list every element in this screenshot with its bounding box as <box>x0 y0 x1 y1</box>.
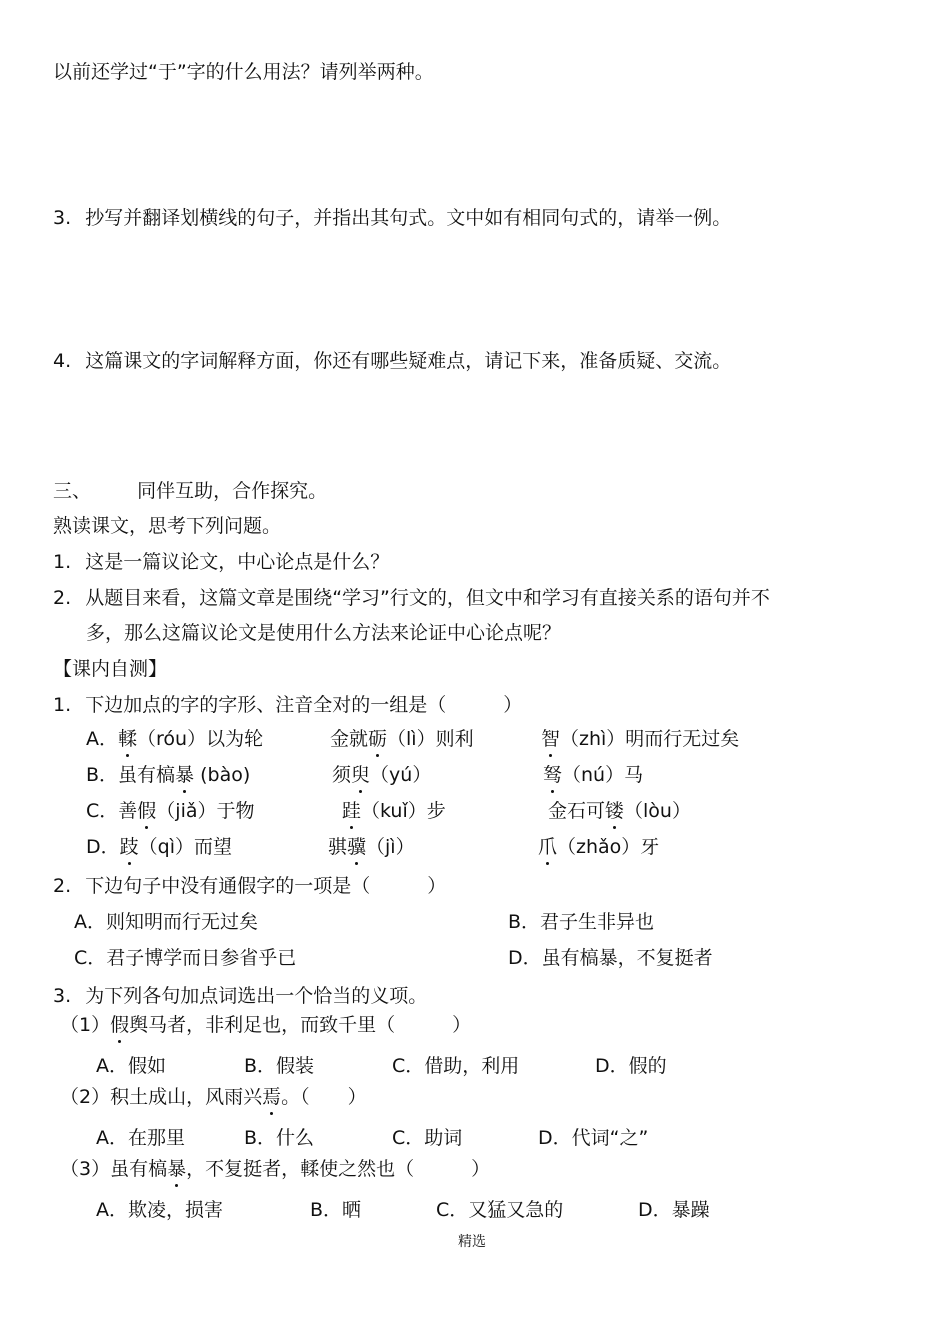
test-3-item-3-option-c: C．又猛又急的 <box>436 1199 564 1221</box>
test-1-option-c-2 <box>342 798 446 824</box>
dotted-char: 焉 <box>262 1086 282 1108</box>
dotted-char: 跂 <box>119 836 139 858</box>
test-3-item-3-option-d: D．暴躁 <box>638 1199 710 1221</box>
option-text: B．虽有槁 <box>86 764 176 786</box>
test-3-item-2 <box>60 1084 367 1110</box>
option-text: （jiǎ）于物 <box>156 800 255 822</box>
test-1-text: 下边加点的字的字形、注音全对的一组是（ ） <box>85 694 523 716</box>
test-2-option-a: A．则知明而行无过矣 <box>74 911 258 933</box>
dotted-char: 爪 <box>538 836 558 858</box>
dotted-char: 暴 <box>167 1158 187 1180</box>
dotted-char: 暴 <box>175 764 195 786</box>
option-text: 骐 <box>328 836 348 858</box>
test-1-option-a <box>86 726 263 752</box>
discussion-1 <box>53 549 389 575</box>
option-label: A． <box>86 728 118 750</box>
test-2-text: 下边句子中没有通假字的一项是（ ） <box>85 875 447 897</box>
item-text: ，不复挺者，輮使之然也（ ） <box>186 1158 491 1180</box>
option-text: （yú） <box>370 764 432 786</box>
test-3-text: 为下列各句加点词选出一个恰当的义项。 <box>85 985 428 1007</box>
discussion-2-line-1: 从题目来看，这篇文章是围绕“学习”行文的，但文中和学习有直接关系的语句并不 <box>85 587 770 609</box>
section-3-title: 同伴互助，合作探究。 <box>137 480 328 502</box>
dotted-char: 砺 <box>368 728 388 750</box>
discussion-1-text: 这是一篇议论文，中心论点是什么？ <box>85 551 390 573</box>
dotted-char: 跬 <box>342 800 362 822</box>
discussion-2-line-2: 多，那么这篇议论文是使用什么方法来论证中心论点呢？ <box>86 622 562 644</box>
dotted-char: 智 <box>541 728 561 750</box>
option-text: （zhǎo）牙 <box>557 836 660 858</box>
dotted-char: 假 <box>137 800 157 822</box>
item-text: 。（ ） <box>281 1086 367 1108</box>
test-1-option-b-2 <box>332 762 431 788</box>
test-2-number: 2. <box>53 875 72 897</box>
test-1-option-b-3 <box>543 762 643 788</box>
test-3-item-3 <box>60 1156 490 1182</box>
question-3 <box>53 205 731 231</box>
option-text: （zhì）明而行无过矣 <box>560 728 740 750</box>
option-label: D． <box>86 836 120 858</box>
section-3-number: 三、 <box>53 480 92 502</box>
intro-question: 以前还学过“于”字的什么用法？请列举两种。 <box>53 61 434 83</box>
option-text: （nú）马 <box>562 764 644 786</box>
dotted-char: 假 <box>110 1014 130 1036</box>
test-3-item-1-option-a: A．假如 <box>96 1055 166 1077</box>
dotted-char: 臾 <box>351 764 371 786</box>
option-text: （lòu） <box>624 800 691 822</box>
question-4-text: 这篇课文的字词解释方面，你还有哪些疑难点，请记下来，准备质疑、交流。 <box>85 350 732 372</box>
test-1-option-a-2 <box>330 726 474 752</box>
question-3-text: 抄写并翻译划横线的句子，并指出其句式。文中如有相同句式的，请举一例。 <box>85 207 732 229</box>
item-text: （2）积土成山，风雨兴 <box>60 1086 263 1108</box>
test-3-item-3-option-a: A．欺凌，损害 <box>96 1199 223 1221</box>
question-4 <box>53 348 731 374</box>
item-text: （3）虽有槁 <box>60 1158 168 1180</box>
option-text: 金石可 <box>548 800 606 822</box>
test-3-item-2-option-a: A．在那里 <box>96 1127 185 1149</box>
dotted-char: 輮 <box>118 728 138 750</box>
test-3-item-2-option-d: D．代词“之” <box>538 1127 649 1149</box>
test-1-option-a-3 <box>541 726 739 752</box>
section-3-heading <box>53 478 327 504</box>
option-text: 须 <box>332 764 352 786</box>
test-1-option-c-3 <box>548 798 691 824</box>
test-1 <box>53 692 522 718</box>
test-3-number: 3. <box>53 985 72 1007</box>
test-1-number: 1. <box>53 694 72 716</box>
test-3-item-2-option-b: B．什么 <box>244 1127 315 1149</box>
test-3 <box>53 983 427 1009</box>
discussion-2 <box>53 585 770 611</box>
test-1-option-c <box>86 798 255 824</box>
test-2-option-b: B．君子生非异也 <box>508 911 655 933</box>
option-text: （róu）以为轮 <box>137 728 264 750</box>
test-1-option-d-3 <box>538 834 659 860</box>
test-3-item-1 <box>60 1012 471 1038</box>
question-4-number: 4. <box>53 350 72 372</box>
test-1-option-d <box>86 834 232 860</box>
test-3-item-2-option-c: C．助词 <box>392 1127 463 1149</box>
reading-prompt: 熟读课文，思考下列问题。 <box>53 515 282 537</box>
discussion-2-number: 2. <box>53 587 72 609</box>
item-text: （1） <box>60 1014 111 1036</box>
option-text: （kuǐ）步 <box>361 800 446 822</box>
discussion-1-number: 1. <box>53 551 72 573</box>
test-3-item-1-option-b: B．假装 <box>244 1055 315 1077</box>
option-text: 金就 <box>330 728 369 750</box>
test-1-option-b <box>86 762 250 788</box>
test-1-option-d-2 <box>328 834 415 860</box>
option-text: （qì）而望 <box>138 836 232 858</box>
page-footer: 精选 <box>458 1234 486 1250</box>
dotted-char: 镂 <box>605 800 625 822</box>
option-text: C．善 <box>86 800 138 822</box>
dotted-char: 驽 <box>543 764 563 786</box>
dotted-char: 骥 <box>347 836 367 858</box>
test-3-item-1-option-c: C．借助，利用 <box>392 1055 520 1077</box>
test-3-item-3-option-b: B．晒 <box>310 1199 362 1221</box>
test-2 <box>53 873 446 899</box>
question-3-number: 3. <box>53 207 72 229</box>
test-2-option-c: C．君子博学而日参省乎已 <box>74 947 297 969</box>
item-text: 舆马者，非利足也，而致千里（ ） <box>129 1014 472 1036</box>
option-text: (bào) <box>194 764 251 786</box>
test-2-option-d: D．虽有槁暴，不复挺者 <box>508 947 713 969</box>
test-3-item-1-option-d: D．假的 <box>595 1055 667 1077</box>
option-text: （lì）则利 <box>387 728 474 750</box>
option-text: （jì） <box>366 836 415 858</box>
self-test-heading: 【课内自测】 <box>53 658 168 680</box>
